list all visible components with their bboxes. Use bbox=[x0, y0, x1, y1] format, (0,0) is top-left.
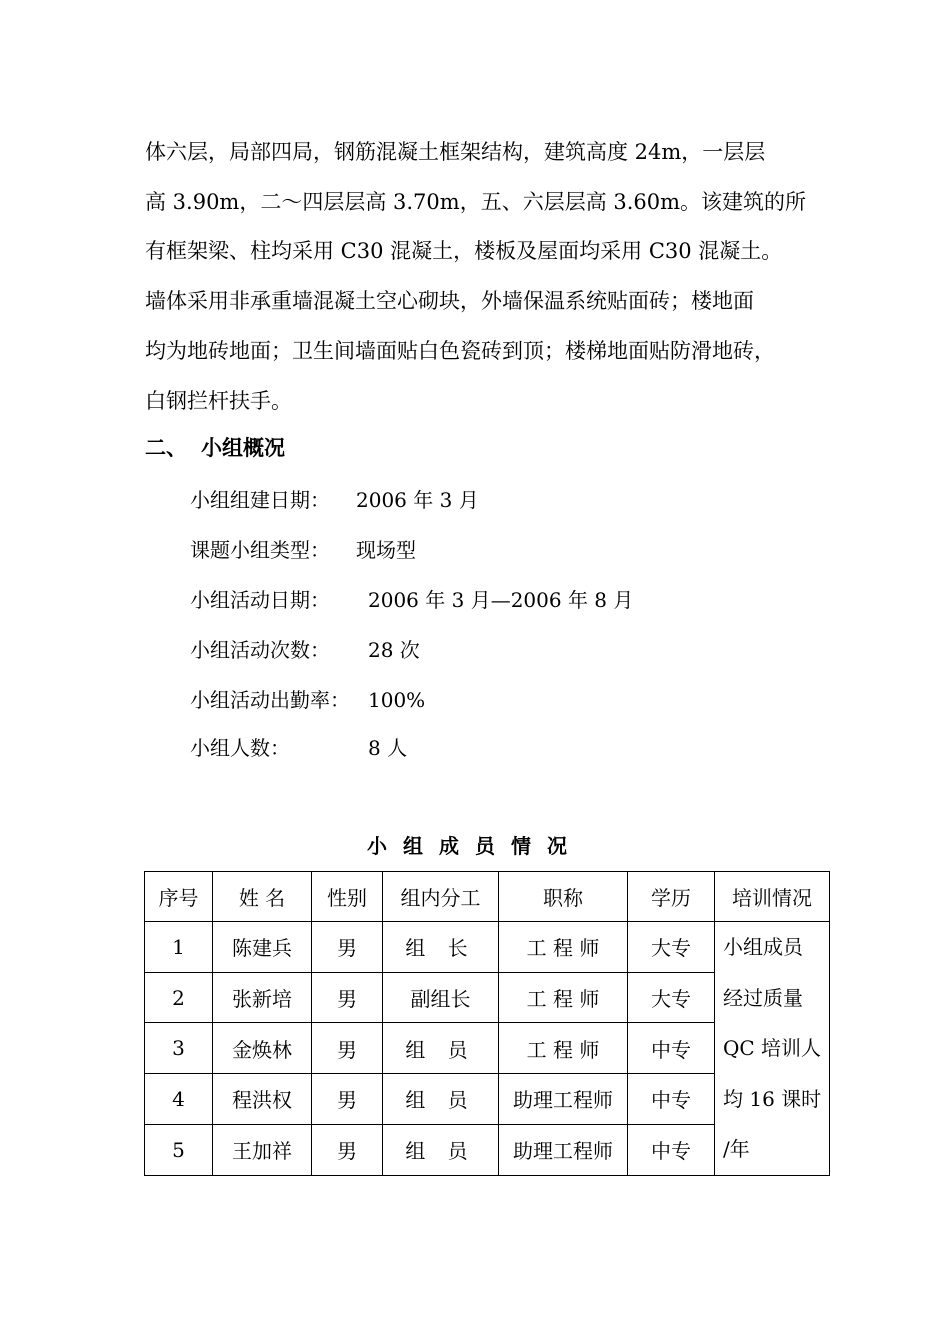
section-number: 二、 bbox=[145, 435, 187, 460]
intro-line: 均为地砖地面；卫生间墙面贴白色瓷砖到顶；楼梯地面贴防滑地砖， bbox=[145, 338, 775, 363]
header-cell: 性别 bbox=[312, 872, 383, 922]
table-cell: 中专 bbox=[628, 1124, 715, 1175]
intro-line: 体六层，局部四局，钢筋混凝土框架结构，建筑高度 24m，一层层 bbox=[145, 140, 766, 164]
info-value: 8 人 bbox=[368, 736, 408, 760]
table-cell: 程洪权 bbox=[213, 1074, 312, 1125]
table-cell: 大专 bbox=[628, 922, 715, 973]
header-cell: 组内分工 bbox=[383, 872, 499, 922]
info-value: 28 次 bbox=[368, 638, 420, 662]
training-line: 经过质量 bbox=[723, 985, 803, 1010]
table-cell: 3 bbox=[145, 1023, 213, 1074]
intro-line: 墙体采用非承重墙混凝土空心砌块，外墙保温系统贴面砖；楼地面 bbox=[145, 289, 754, 314]
section-heading bbox=[145, 432, 285, 462]
info-value: 2006 年 3 月—2006 年 8 月 bbox=[368, 588, 634, 612]
table-cell: 4 bbox=[145, 1074, 213, 1125]
table-cell: 金焕林 bbox=[213, 1023, 312, 1074]
intro-line: 高 3.90m，二～四层层高 3.70m，五、六层层高 3.60m。该建筑的所 bbox=[145, 189, 807, 214]
intro-paragraph bbox=[145, 128, 845, 426]
table-cell: 中专 bbox=[628, 1023, 715, 1074]
table-cell: 助理工程师 bbox=[499, 1074, 628, 1125]
table-row bbox=[145, 922, 830, 973]
info-label: 小组活动日期： bbox=[190, 588, 330, 612]
table-cell: 男 bbox=[312, 1074, 383, 1125]
info-label: 小组组建日期： bbox=[190, 488, 330, 512]
table-cell: 男 bbox=[312, 972, 383, 1023]
header-cell: 职称 bbox=[499, 872, 628, 922]
table-cell: 组 员 bbox=[383, 1023, 499, 1074]
info-label: 课题小组类型： bbox=[190, 538, 330, 562]
info-label: 小组活动出勤率： bbox=[190, 688, 350, 712]
training-line: /年 bbox=[723, 1137, 750, 1161]
intro-line: 有框架梁、柱均采用 C30 混凝土，楼板及屋面均采用 C30 混凝土。 bbox=[145, 239, 783, 264]
info-value: 现场型 bbox=[356, 538, 416, 562]
training-line: 小组成员 bbox=[723, 935, 803, 959]
header-cell: 姓 名 bbox=[213, 872, 312, 922]
info-label: 小组人数： bbox=[190, 736, 290, 760]
members-table bbox=[144, 871, 830, 1176]
table-title: 小组成员情况 bbox=[367, 834, 583, 858]
header-cell: 培训情况 bbox=[715, 872, 830, 922]
table-cell: 组 长 bbox=[383, 922, 499, 973]
table-cell: 大专 bbox=[628, 972, 715, 1023]
info-label: 小组活动次数： bbox=[190, 638, 330, 662]
table-cell: 中专 bbox=[628, 1074, 715, 1125]
info-value: 100% bbox=[368, 688, 426, 712]
section-title: 小组概况 bbox=[201, 435, 285, 460]
table-cell: 男 bbox=[312, 1023, 383, 1074]
table-cell: 陈建兵 bbox=[213, 922, 312, 973]
training-line: QC 培训人 bbox=[723, 1036, 822, 1060]
table-header-row bbox=[145, 872, 830, 922]
table-cell: 5 bbox=[145, 1124, 213, 1175]
header-cell: 学历 bbox=[628, 872, 715, 922]
table-cell: 工 程 师 bbox=[499, 1023, 628, 1074]
table-cell: 工 程 师 bbox=[499, 972, 628, 1023]
table-cell: 副组长 bbox=[383, 972, 499, 1023]
training-line: 均 16 课时 bbox=[723, 1086, 822, 1111]
table-cell: 2 bbox=[145, 972, 213, 1023]
info-value: 2006 年 3 月 bbox=[356, 488, 479, 512]
table-cell: 张新培 bbox=[213, 972, 312, 1023]
training-cell bbox=[715, 922, 830, 1176]
table-cell: 组 员 bbox=[383, 1124, 499, 1175]
header-cell: 序号 bbox=[145, 872, 213, 922]
table-cell: 男 bbox=[312, 1124, 383, 1175]
table-cell: 1 bbox=[145, 922, 213, 973]
table-cell: 组 员 bbox=[383, 1074, 499, 1125]
table-cell: 男 bbox=[312, 922, 383, 973]
table-cell: 工 程 师 bbox=[499, 922, 628, 973]
intro-line: 白钢拦杆扶手。 bbox=[145, 388, 292, 413]
table-cell: 助理工程师 bbox=[499, 1124, 628, 1175]
table-cell: 王加祥 bbox=[213, 1124, 312, 1175]
